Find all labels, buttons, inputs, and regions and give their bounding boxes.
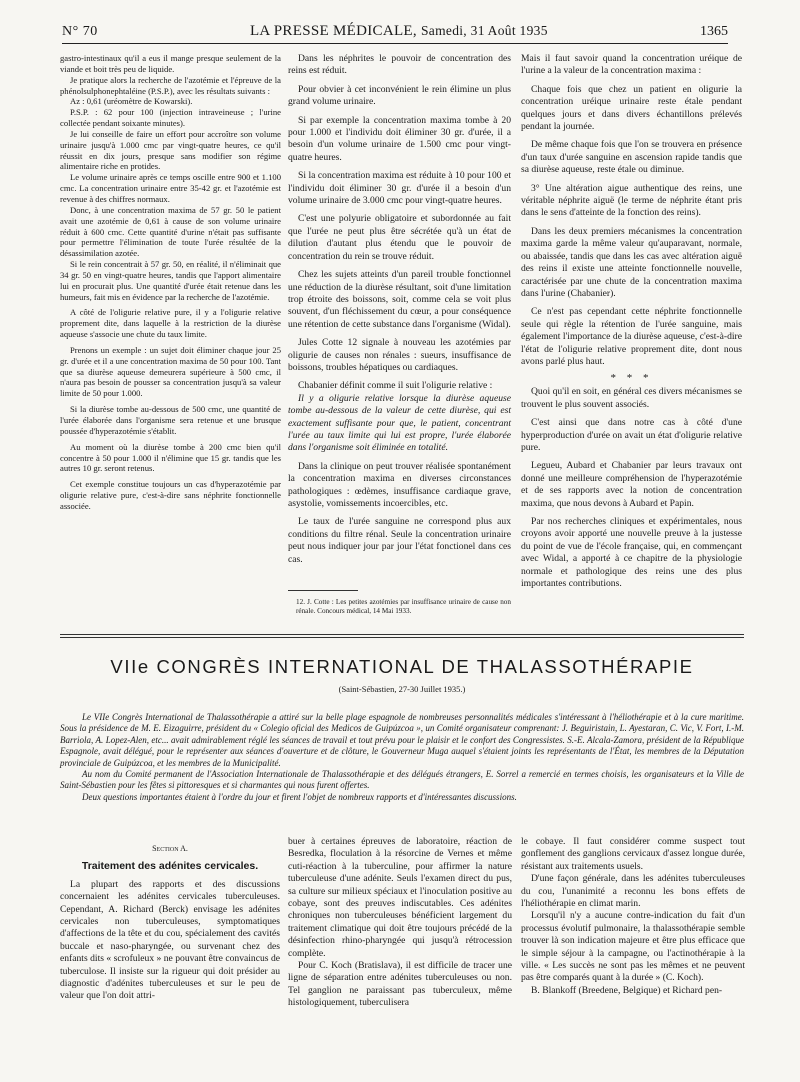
paragraph: Dans la clinique on peut trouver réalisée spontanément la concentration maxima en diverses circonstances pathologiques : œdèmes, insuffisance cardiaque grave, asystolie, vomissements incoercibles, etc. [288, 460, 511, 509]
paragraph: A côté de l'oligurie relative pure, il y a l'oligurie relative proprement dite, dans laquelle à la restriction de la diurèse aqueuse s'associe une chute du taux limite. [60, 307, 281, 340]
paragraph: Pour obvier à cet inconvénient le rein élimine un plus grand volume urinaire. [288, 83, 511, 108]
issue-number: N° 70 [62, 24, 98, 39]
paragraph: Lorsqu'il n'y a aucune contre-indication du fait d'un processus évolutif pulmonaire, la thalassothérapie semble trouver là son indication majeure et être plus efficace que le simple séjour à la campagne, ou l'actinothérapie à la ville. « Les succès ne sont pas les mêmes et ne peuvent pas être comparés quant à la durée » (C. Koch). [521, 910, 745, 984]
section-divider [60, 637, 744, 638]
column-1 [60, 53, 281, 512]
paragraph: Chaque fois que chez un patient en oligurie la concentration uréique urinaire reste étale pendant quelques jours et dans divers échantillons prélevés pendant la journée. [521, 83, 742, 133]
paragraph: De même chaque fois que l'on se trouvera en présence d'un taux d'urée sanguine en ascension rapide tandis que sa diurèse aqueuse, reste étale ou diminue. [521, 139, 742, 176]
column-2 [288, 53, 511, 566]
paragraph: Dans les néphrites le pouvoir de concentration des reins est réduit. [288, 53, 511, 77]
column-3 [521, 53, 742, 590]
paragraph: Cet exemple constitue toujours un cas d'hyperazotémie par oligurie relative pure, c'est-à-dire sans néphrite fonctionnelle associée. [60, 479, 281, 511]
congress-subtitle: (Saint-Sébastien, 27-30 Juillet 1935.) [338, 684, 466, 694]
paragraph: Si par exemple la concentration maxima tombe à 20 pour 1.000 et l'individu doit éliminer 30 gr. d'urée, il a besoin d'un volume urinaire de 1.500 cmc pour vingt-quatre heures. [288, 114, 511, 163]
paragraph: Jules Cotte 12 signale à nouveau les azotémies par oligurie de causes non rénales : sueurs, insuffisance de boissons, troubles hépatiques ou cardiaques. [288, 337, 511, 373]
paragraph: Ce n'est pas cependant cette néphrite fonctionnelle seule qui règle la rétention de l'urée sanguine, mais également l'importance de la diurèse aqueuse, c'est-à-dire l'état de l'oligurie relative proprement dite, dont nous avons parlé plus haut. [521, 306, 742, 367]
bottom-column-2 [288, 836, 512, 1010]
paragraph: le cobaye. Il faut considérer comme suspect tout gonflement des ganglions cervicaux d'assez longue durée, résistant aux traitements usuels. [521, 836, 745, 872]
paragraph: Legueu, Aubard et Chabanier par leurs travaux ont donné une meilleure compréhension de l'hyperazotémie et de ses rapports avec la notion de concentration maxima, que nous devons à Aubard et Papin. [521, 460, 742, 509]
paragraph: Si la diurèse tombe au-dessous de 500 cmc, une quantité de l'urée élaborée dans l'organisme sera retenue et une brusque poussée d'hyperazotémie s'établit. [60, 404, 281, 436]
footnote: 12. J. Cotte : Les petites azotémies par insuffisance urinaire de cause non rénale. Concours médical, 14 Mai 1933. [296, 598, 511, 615]
paragraph: Donc, à une concentration maxima de 57 gr. 50 le patient avait une azotémie de 0,61 à cause de son volume urinaire réduit à 600 cmc. Cette quantité d'urine n'était pas suffisante pour permettre l'élimination de toute l'urée résultée de la désassimilation azotée. [60, 204, 281, 259]
page-header [62, 20, 728, 44]
paragraph: Je lui conseille de faire un effort pour accroître son volume urinaire jusqu'à 1.000 cmc par vingt-quatre heures, ce qu'il réussit en dix jours, presque sans modifier son régime alimentaire riche en protides. [60, 128, 281, 172]
paragraph: Dans les deux premiers mécanismes la concentration maxima garde la même valeur qu'auparavant, normale, ou abaissée, tandis que dans les cas avec altération aiguë des reins il existe une atteinte fonctionnelle nouvelle, caractérisée par une chute de la concentration maxima dans l'urine (Chabanier). [521, 225, 742, 299]
paragraph: Par nos recherches cliniques et expérimentales, nous croyons avoir apporté une nouvelle preuve à la justesse du point de vue de l'école française, qui, en commençant avec Widal, a apporté à ce chapitre de la physiologie normale et pathologique des reins une des plus importantes contributions. [521, 516, 742, 590]
congress-intro [60, 712, 744, 803]
paragraph: Mais il faut savoir quand la concentration uréique de l'urine a la valeur de la concentration maxima : [521, 53, 742, 77]
section-label: Section A. [152, 844, 188, 853]
paragraph: D'une façon générale, dans les adénites tuberculeuses du cou, l'unanimité a reconnu les bons effets de l'héliothérapie en climat marin. [521, 873, 745, 910]
paragraph: Pour C. Koch (Bratislava), il est difficile de tracer une ligne de séparation entre adénites tuberculeuses ou non. Tel ganglion ne paraissant pas tuberculeux, même histologiquement, tuberculisera [288, 960, 512, 1009]
bottom-column-3 [521, 836, 745, 997]
paragraph: La plupart des rapports et des discussions concernaient les adénites cervicales tuberculeuses. Cependant, A. Richard (Berck) envisage les adénites cervicales non tuberculeuses, symptomatiques d'affections de la tête et du cou, spécialement des cavités buccale et naso-pharyngée, ou survenant chez des enfants dits « scrofuleux » ne pouvant être convaincus de tuberculose. Il insiste sur la rigueur qui doit présider au diagnostic d'adénites tuberculeuses et sur le peu de valeur que l'on doit attri- [60, 878, 280, 1002]
paragraph: C'est ainsi que dans notre cas à côté d'une hyperproduction d'urée on avait un état d'oligurie relative pure. [521, 417, 742, 453]
paragraph: B. Blankoff (Breedene, Belgique) et Richard pen- [531, 984, 723, 996]
section-title: Traitement des adénites cervicales. [81, 860, 259, 873]
paragraph: 3° Une altération aigue authentique des reins, une véritable néphrite aiguë (le terme de néphrite étant pris dans le sens d'atteinte de la fonction des reins). [521, 182, 742, 219]
paragraph: Quoi qu'il en soit, en général ces divers mécanismes se trouvent le plus souvent associés. [521, 386, 742, 410]
intro-paragraph: Deux questions importantes étaient à l'ordre du jour et firent l'objet de nombreux rapports et d'intéressantes discussions. [82, 791, 517, 802]
paragraph: Le volume urinaire après ce temps oscille entre 900 et 1.100 cmc. La concentration urinaire entre 35-42 gr. et l'azotémie est revenue à des chiffres normaux. [60, 172, 281, 204]
journal-title [250, 23, 548, 40]
issue-date: Samedi, 31 Août 1935 [421, 23, 548, 38]
paragraph: buer à certaines épreuves de laboratoire, réaction de Besredka, floculation à la résorcine de Vernes et même cuti-réaction à la tuberculine, pour affirmer la nature tuberculeuse d'une adénite. Seuls l'examen direct du pus, sa culture sur milieux spéciaux et l'inoculation positive au cobaye, sont des preuves indiscutables. Ces adénites chroniques non tuberculeuses bénéficient largement du traitement climatique qui doit être toujours précédé de la désinfection rhino-pharyngée qui jusqu'à rétrocession complète. [288, 836, 512, 959]
paragraph: Chez les sujets atteints d'un pareil trouble fonctionnel une réduction de la diurèse résultant, soit d'une limitation trop étroite des boissons, soit, comme cela se voit plus souvent, d'un fléchissement du cœur, a pour conséquence une rétention de cette substance dans l'organisme (Widal). [288, 269, 511, 330]
quote-paragraph: Il y a oligurie relative lorsque la diurèse aqueuse tombe au-dessous de la valeur de cette diurèse, qui est exactement suffisante pour que, le patient, concentrant l'urée au taux limite qui lui est propre, l'urée élaborée dans l'organisme soit éliminée en totalité. [288, 392, 511, 454]
paragraph: Az : 0,61 (uréomètre de Kowarski). [70, 96, 193, 107]
paragraph: Le taux de l'urée sanguine ne correspond plus aux conditions du filtre rénal. Seule la concentration urinaire peut nous indiquer jour par jour l'état fonctionel dans ces cas. [288, 516, 511, 565]
section-stars: * * * [610, 372, 653, 385]
footnote-rule [288, 590, 358, 591]
intro-paragraph: Au nom du Comité permanent de l'Association Internationale de Thalassothérapie et des délégués étrangers, E. Sorrel a remercié en termes choisis, les organisateurs et la Ville de Saint-Sébastien pour les fêtes si pittoresques et si charmantes qui nous furent offertes. [60, 769, 744, 791]
section-divider [60, 634, 744, 635]
paragraph: Au moment où la diurèse tombe à 200 cmc bien qu'il concentre à 50 pour 1.000 il n'élimine que 15 gr. tandis que les autres 10 gr. seront retenus. [60, 441, 281, 474]
paragraph: gastro-intestinaux qu'il a eus il mange presque seulement de la viande et boit très peu de liquide. [60, 53, 281, 74]
page-number: 1365 [700, 24, 728, 39]
paragraph: P.S.P. : 62 pour 100 (injection intraveineuse ; l'urine collectée pendant soixante minutes). [60, 107, 281, 129]
paragraph: Je pratique alors la recherche de l'azotémie et l'épreuve de la phénolsulphonephtaléine (P.S.P.), avec les résultats suivants : [60, 74, 281, 96]
bottom-column-1 [60, 843, 280, 1003]
paragraph: Prenons un exemple : un sujet doit éliminer chaque jour 25 gr. d'urée et il a une concentration maxima de 50 pour 100. Tant que sa diurèse aqueuse demeurera supérieure à 500 cmc, il n'aura pas besoin de pousser sa concentration jusqu'à sa valeur limite de 50 pour 1.000. [60, 344, 281, 399]
journal-name: LA PRESSE MÉDICALE, [249, 23, 417, 39]
paragraph: Chabanier définit comme il suit l'oligurie relative : [298, 380, 493, 392]
congress-title: VIIe CONGRÈS INTERNATIONAL DE THALASSOTHÉRAPIE [110, 656, 694, 677]
paragraph: C'est une polyurie obligatoire et subordonnée au fait que l'urée ne peut plus être sécrétée qu'à un état de dilution d'autant plus étendu que le pouvoir de concentration du rein se trouve réduit. [288, 213, 511, 262]
intro-paragraph: Le VIIe Congrès International de Thalassothérapie a attiré sur la belle plage espagnole de nombreuses personnalités médicales s'intéressant à l'héliothérapie et à la cure maritime. Sous la présidence de M. E. Eizaguirre, président du « Colegio oficial des Medicos de Guipúzcoa », un Comité organisateur comprenant: J. Beguiristain, L. Ayestaran, C. Vic, V. Fort, I.-M. Barriola, A. Lopez-Alen, etc... avait admirablement réglé les séances de travail et tout prévu pour le plaisir et le confort des Congressistes. S.-E. Alcala-Zamora, président de la République Espagnole, avait délégué, pour le représenter aux séances d'ouverture et de clôture, le Gouverneur Muga auquel s'étaient joints les représentants de l'État, les membres de la Députation provinciale de Guipúzcoa, et les membres de la Municipalité. [60, 712, 744, 768]
paragraph: Si le rein concentrait à 57 gr. 50, en réalité, il n'éliminait que 34 gr. 50 en vingt-quatre heures, tandis que l'apport alimentaire lui en procurait plus. Une quantité d'urée était retenue dans les humeurs, fait mis en évidence par la recherche de l'azotémie. [60, 259, 281, 302]
paragraph: Si la concentration maxima est réduite à 10 pour 100 et l'individu doit éliminer 30 gr. d'urée il a besoin d'un volume urinaire de 3.000 cmc pour vingt-quatre heures. [288, 170, 511, 207]
